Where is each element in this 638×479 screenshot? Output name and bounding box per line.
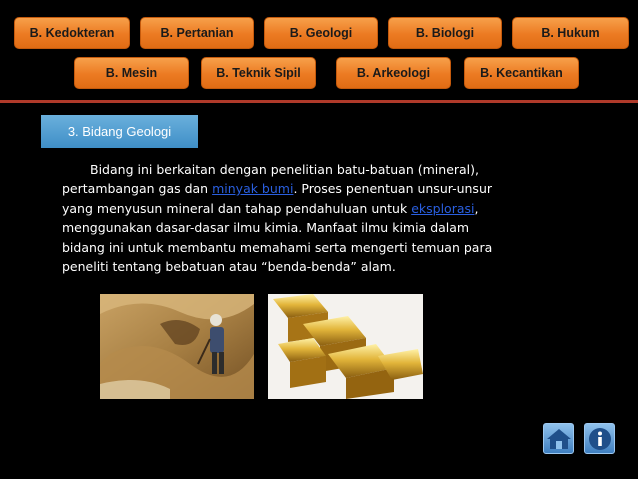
nav-button-geologi[interactable]: B. Geologi (264, 17, 378, 49)
link-minyak-bumi[interactable]: minyak bumi (212, 181, 294, 197)
home-icon (546, 427, 572, 451)
home-button[interactable] (543, 423, 574, 454)
gold-bars-photo (268, 294, 423, 399)
info-button[interactable] (584, 423, 615, 454)
section-body-text (62, 160, 514, 276)
body-text-part-1: Bidang ini berkaitan dengan penelitian batu-batuan (mineral), pertambangan gas dan (62, 162, 480, 197)
nav-button-teknik-sipil[interactable]: B. Teknik Sipil (201, 57, 316, 89)
nav-button-biologi[interactable]: B. Biologi (388, 17, 502, 49)
body-text-part-2: . Proses penentuan unsur-unsur yang menyusun mineral dan tahap pendahuluan untuk (62, 181, 493, 216)
nav-button-hukum[interactable]: B. Hukum (512, 17, 629, 49)
info-icon (588, 427, 612, 451)
header-divider (0, 100, 638, 103)
link-eksplorasi[interactable]: eksplorasi (411, 200, 475, 216)
nav-button-kedokteran[interactable]: B. Kedokteran (14, 17, 130, 49)
nav-button-kecantikan[interactable]: B. Kecantikan (464, 57, 579, 89)
mining-photo (100, 294, 254, 399)
section-title: 3. Bidang Geologi (41, 115, 198, 148)
body-text-part-3: , menggunakan dasar-dasar ilmu kimia. Manfaat ilmu kimia dalam bidang ini untuk membantu memahami serta mengerti temuan para peneliti tentang bebatuan atau “benda-benda” alam. (62, 200, 493, 275)
nav-button-pertanian[interactable]: B. Pertanian (140, 17, 254, 49)
nav-button-arkeologi[interactable]: B. Arkeologi (336, 57, 451, 89)
nav-button-mesin[interactable]: B. Mesin (74, 57, 189, 89)
